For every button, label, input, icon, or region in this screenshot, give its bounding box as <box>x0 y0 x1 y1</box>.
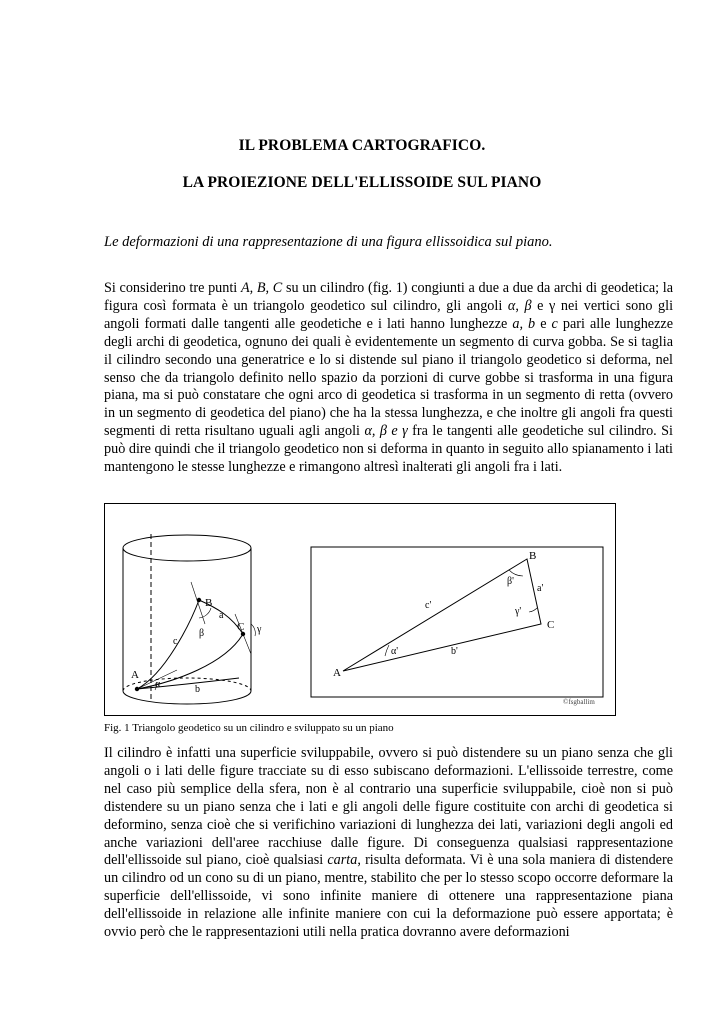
italic-run: a, b <box>512 315 536 332</box>
text-run: pari alle lunghezze degli archi di geodetica, ognuno dei quali è evidentemente un segmento di curva gobba. Se si taglia il cilindro secondo una generatrice e lo si distende sul piano il triangolo geodetico si deforma, nel senso che da triangolo definito nello spazio da porzioni di curve gobbe si trasforma in una figura piana, ma si può constatare che ogni arco di geodetica si trasforma in un segmento di retta (ovvero in un segmento di geodetica del piano) che ha la stessa lunghezza, e che inoltre gli angoli fra questi segmenti di retta risultano uguali agli angoli <box>104 315 673 440</box>
label-beta: β <box>199 628 205 639</box>
angle-arc-gamma <box>251 624 255 636</box>
text-run: , risulta deformata. Vi è una sola maniera di distendere un cilindro od un cono su di un piano, mentre, stabilito che per lo stesso scopo occorre deformare la superficie dell'ellissoide, vi sono infinite maniere di ottenere una rappresentazione piana dell'ellissoide in relazione alle infinite maniere con cui la deformazione può essere apportata; è ovvio però che le rappresentazioni utili nella pratica dovranno avere deformazioni <box>104 852 673 941</box>
copyright-mark: ©fsgballim <box>563 698 595 706</box>
italic-run: α, β e γ <box>364 423 408 440</box>
flat-angle-arc-alpha <box>385 645 389 656</box>
point-B <box>197 598 201 602</box>
cylinder-bottom-front <box>123 691 251 704</box>
flat-label-a: a' <box>537 583 544 594</box>
text-run: Il cilindro è infatti una superficie sviluppabile, ovvero si può distendere su un piano senza che gli angoli o i lati delle figure tracciate su di esso subiscano deformazioni. L'ellissoide terrestre, come nel caso più semplice della sfera, non è al contrario una superficie sviluppabile, cioè non si può distendere su un piano senza che i lati e gli angoli delle figure costituite con archi di geodetica si deformino, senza cioè che si verifichino variazioni di lunghezza dei lati, variazioni degli angoli ed anche variazioni dell'aree racchiuse dalle figure. Di conseguenza qualsiasi rappresentazione dell'ellissoide sul piano, cioè qualsiasi <box>104 745 673 869</box>
plane-drawing <box>311 547 603 697</box>
label-c: c <box>173 636 178 647</box>
label-alpha: α <box>155 679 161 690</box>
flat-label-alpha: α' <box>391 646 399 657</box>
text-run: , <box>515 297 525 314</box>
text-run: e <box>535 315 552 332</box>
side-c <box>137 600 199 689</box>
cylinder-drawing <box>123 534 255 704</box>
flat-label-gamma: γ' <box>515 606 522 617</box>
italic-run: α <box>507 297 516 314</box>
label-A: A <box>131 669 139 681</box>
cylinder-bottom-back <box>123 678 251 691</box>
italic-run: carta <box>327 852 358 869</box>
paragraph-1 <box>104 280 673 477</box>
flat-label-b: b' <box>451 646 458 657</box>
flat-label-c: c' <box>425 600 432 611</box>
flat-angle-arc-gamma <box>529 608 537 612</box>
flat-label-A: A <box>333 667 341 679</box>
italic-run: β <box>524 297 532 314</box>
page-subtitle-heading: LA PROIEZIONE DELL'ELLISSOIDE SUL PIANO <box>182 174 542 191</box>
paragraph-2 <box>104 745 673 942</box>
cylinder-top-ellipse <box>123 535 251 561</box>
text-run: e γ nei vertici sono gli angoli formati dalle tangenti alle geodetiche e i lati hanno lunghezze <box>104 297 674 332</box>
section-subtitle: Le deformazioni di una rappresentazione di una figura ellissoidica sul piano. <box>104 234 553 250</box>
text-run: su un cilindro (fig. 1) congiunti a due a due da archi di geodetica; la figura così formata è un triangolo geodetico sul cilindro, gli angoli <box>104 280 674 314</box>
italic-run: A, B, C <box>240 280 283 296</box>
figure-illustration <box>105 504 615 715</box>
flat-label-beta: β' <box>507 576 514 587</box>
side-b-arc <box>137 634 243 689</box>
angle-arc-beta <box>199 608 211 618</box>
plane-rectangle <box>311 547 603 697</box>
figure-caption: Fig. 1 Triangolo geodetico su un cilindro e sviluppato su un piano <box>104 722 394 734</box>
flat-label-B: B <box>529 550 537 562</box>
flat-label-C: C <box>547 619 555 631</box>
label-B: B <box>205 597 213 609</box>
point-A <box>135 687 139 691</box>
text-run: Si considerino tre punti <box>104 280 241 296</box>
text-run: fra le tangenti alle geodetiche sul cilindro. Si può dire quindi che il triangolo geodetico non si deforma in quanto in seguito allo spianamento i lati mantengono le stesse lunghezze e rimangono altresì inalterati gli angoli fra i lati. <box>104 423 673 476</box>
italic-run: c <box>551 315 558 332</box>
label-C: C <box>237 621 245 633</box>
label-gamma: γ <box>257 624 262 635</box>
label-a: a <box>219 610 224 621</box>
figure-1 <box>104 503 616 716</box>
label-b: b <box>195 684 200 695</box>
tangent-b <box>191 582 205 624</box>
page-title: IL PROBLEMA CARTOGRAFICO. <box>238 137 486 154</box>
